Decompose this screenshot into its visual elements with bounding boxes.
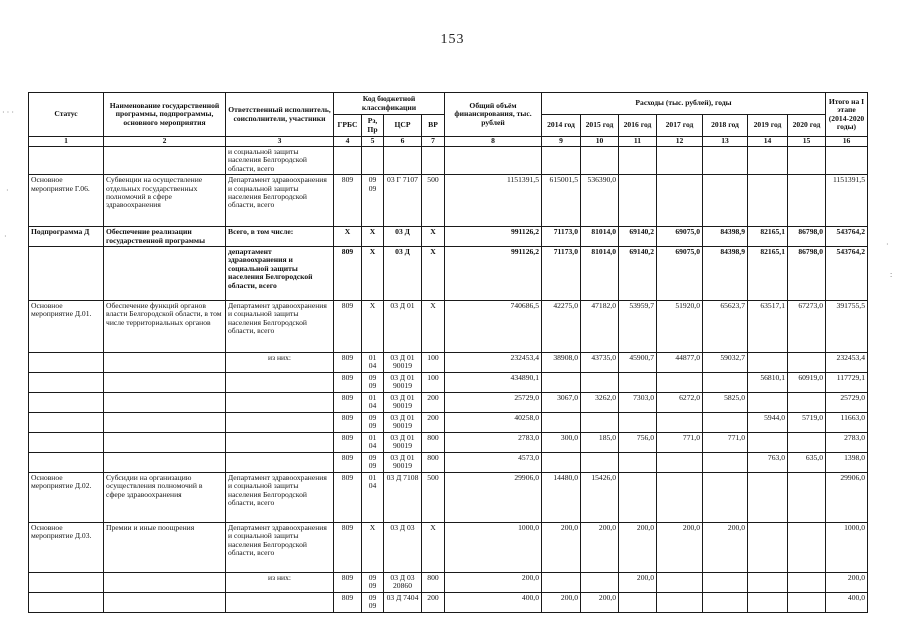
year-2019-cell (748, 473, 788, 523)
vr-cell: Х (422, 523, 445, 573)
year-2019-cell (748, 147, 788, 175)
year-2018-cell (703, 175, 748, 227)
header-expenses-group: Расходы (тыс. рублей), годы (542, 93, 826, 115)
total-financing-cell: 400,0 (445, 593, 542, 613)
csr-cell: 03 Д 03 20860 (384, 573, 422, 593)
executor-cell: Департамент здравоохранения и социальной защиты населения Белгородской области, всего (226, 175, 334, 227)
year-2017-cell: 6272,0 (657, 393, 703, 413)
year-2019-cell: 82165,1 (748, 227, 788, 247)
stage-total-cell: 232453,4 (826, 353, 868, 373)
year-2020-cell (788, 593, 826, 613)
column-number: 14 (748, 137, 788, 147)
name-cell (104, 453, 226, 473)
rzpr-cell: 01 04 (362, 433, 384, 453)
year-2016-cell (619, 453, 657, 473)
header-kbk-group: Код бюджетной классификации (334, 93, 445, 115)
header-year-2018: 2018 год (703, 115, 748, 137)
vr-cell: 800 (422, 573, 445, 593)
column-number: 9 (542, 137, 581, 147)
stage-total-cell: 1398,0 (826, 453, 868, 473)
table-row (29, 353, 868, 373)
header-grbs: ГРБС (334, 115, 362, 137)
executor-cell (226, 453, 334, 473)
year-2015-cell: 81014,0 (581, 227, 619, 247)
rzpr-cell: 09 09 (362, 413, 384, 433)
year-2016-cell (619, 593, 657, 613)
year-2016-cell: 69140,2 (619, 227, 657, 247)
year-2020-cell (788, 175, 826, 227)
vr-cell: 200 (422, 593, 445, 613)
year-2014-cell (542, 373, 581, 393)
year-2018-cell (703, 413, 748, 433)
name-cell (104, 373, 226, 393)
csr-cell: 03 Д 01 (384, 301, 422, 353)
year-2018-cell (703, 473, 748, 523)
csr-cell: 03 Д (384, 247, 422, 301)
year-2015-cell: 185,0 (581, 433, 619, 453)
year-2015-cell: 3262,0 (581, 393, 619, 413)
status-cell (29, 413, 104, 433)
name-cell: Премии и иные поощрения (104, 523, 226, 573)
column-number: 8 (445, 137, 542, 147)
csr-cell: 03 Д 01 90019 (384, 413, 422, 433)
executor-cell: департамент здравоохранения и социальной защиты населения Белгородской области, всего (226, 247, 334, 301)
executor-cell: и социальной защиты населения Белгородской области, всего (226, 147, 334, 175)
column-number: 7 (422, 137, 445, 147)
year-2018-cell (703, 453, 748, 473)
year-2019-cell: 82165,1 (748, 247, 788, 301)
stage-total-cell: 2783,0 (826, 433, 868, 453)
scan-noise: · (6, 186, 9, 195)
year-2020-cell (788, 523, 826, 573)
executor-cell (226, 393, 334, 413)
year-2014-cell: 42275,0 (542, 301, 581, 353)
year-2016-cell: 200,0 (619, 523, 657, 573)
rzpr-cell: 09 09 (362, 573, 384, 593)
total-financing-cell: 29906,0 (445, 473, 542, 523)
status-cell (29, 353, 104, 373)
year-2014-cell: 71173,0 (542, 227, 581, 247)
year-2019-cell (748, 573, 788, 593)
vr-cell: 800 (422, 453, 445, 473)
name-cell (104, 247, 226, 301)
year-2019-cell (748, 433, 788, 453)
year-2016-cell (619, 147, 657, 175)
year-2019-cell: 5944,0 (748, 413, 788, 433)
year-2017-cell (657, 147, 703, 175)
year-2014-cell: 200,0 (542, 593, 581, 613)
executor-cell: из них: (226, 573, 334, 593)
table-body (29, 147, 868, 613)
year-2018-cell: 59032,7 (703, 353, 748, 373)
year-2014-cell (542, 147, 581, 175)
csr-cell: 03 Г 7107 (384, 175, 422, 227)
rzpr-cell: Х (362, 227, 384, 247)
year-2015-cell: 200,0 (581, 593, 619, 613)
table-row (29, 373, 868, 393)
total-financing-cell (445, 147, 542, 175)
stage-total-cell: 543764,2 (826, 247, 868, 301)
year-2014-cell: 615001,5 (542, 175, 581, 227)
csr-cell: 03 Д 01 90019 (384, 453, 422, 473)
year-2020-cell: 86798,0 (788, 247, 826, 301)
status-cell: Основное мероприятие Г.06. (29, 175, 104, 227)
year-2019-cell: 56810,1 (748, 373, 788, 393)
header-total-financing: Общий объём финансирования, тыс. рублей (445, 93, 542, 137)
year-2014-cell: 300,0 (542, 433, 581, 453)
table-row (29, 413, 868, 433)
name-cell: Обеспечение функций органов власти Белгородской области, в том числе территориальных органов (104, 301, 226, 353)
year-2020-cell (788, 473, 826, 523)
year-2016-cell: 756,0 (619, 433, 657, 453)
year-2014-cell (542, 413, 581, 433)
year-2019-cell: 763,0 (748, 453, 788, 473)
name-cell (104, 433, 226, 453)
column-number: 13 (703, 137, 748, 147)
rzpr-cell: Х (362, 523, 384, 573)
header-status: Статус (29, 93, 104, 137)
csr-cell: 03 Д 7108 (384, 473, 422, 523)
year-2015-cell (581, 573, 619, 593)
rzpr-cell: 09 09 (362, 453, 384, 473)
year-2015-cell: 15426,0 (581, 473, 619, 523)
grbs-cell: 809 (334, 453, 362, 473)
year-2015-cell: 200,0 (581, 523, 619, 573)
year-2016-cell: 45900,7 (619, 353, 657, 373)
table-row (29, 523, 868, 573)
column-number: 10 (581, 137, 619, 147)
year-2017-cell: 69075,0 (657, 227, 703, 247)
vr-cell: 800 (422, 433, 445, 453)
stage-total-cell (826, 147, 868, 175)
executor-cell: Департамент здравоохранения и социальной защиты населения Белгородской области, всего (226, 301, 334, 353)
year-2019-cell (748, 353, 788, 373)
name-cell: Субвенции на осуществление отдельных государственных полномочий в сфере здравоохранения (104, 175, 226, 227)
year-2017-cell (657, 593, 703, 613)
status-cell (29, 247, 104, 301)
year-2017-cell: 44877,0 (657, 353, 703, 373)
year-2016-cell: 53959,7 (619, 301, 657, 353)
stage-total-cell: 29906,0 (826, 473, 868, 523)
table-row (29, 247, 868, 301)
executor-cell (226, 413, 334, 433)
table-row (29, 301, 868, 353)
column-number: 1 (29, 137, 104, 147)
header-year-2020: 2020 год (788, 115, 826, 137)
csr-cell: 03 Д 7404 (384, 593, 422, 613)
total-financing-cell: 25729,0 (445, 393, 542, 413)
year-2017-cell: 771,0 (657, 433, 703, 453)
year-2014-cell: 3067,0 (542, 393, 581, 413)
header-stage-total: Итого на I этапе (2014-2020 годы) (826, 93, 868, 137)
year-2020-cell (788, 353, 826, 373)
year-2014-cell (542, 453, 581, 473)
page-number: 153 (440, 32, 465, 47)
table-row (29, 147, 868, 175)
csr-cell: 03 Д 03 (384, 523, 422, 573)
year-2020-cell: 635,0 (788, 453, 826, 473)
rzpr-cell: Х (362, 247, 384, 301)
total-financing-cell: 200,0 (445, 573, 542, 593)
year-2017-cell (657, 573, 703, 593)
csr-cell: 03 Д (384, 227, 422, 247)
year-2018-cell: 771,0 (703, 433, 748, 453)
rzpr-cell: Х (362, 301, 384, 353)
grbs-cell: 809 (334, 301, 362, 353)
year-2015-cell (581, 453, 619, 473)
year-2015-cell (581, 147, 619, 175)
year-2019-cell (748, 175, 788, 227)
rzpr-cell: 01 04 (362, 353, 384, 373)
status-cell: Подпрограмма Д (29, 227, 104, 247)
year-2019-cell (748, 523, 788, 573)
budget-table (28, 92, 868, 613)
year-2019-cell: 63517,1 (748, 301, 788, 353)
column-number-row (29, 137, 868, 147)
year-2016-cell: 69140,2 (619, 247, 657, 301)
vr-cell: 100 (422, 373, 445, 393)
name-cell: Субсидии на организацию осуществления полномочий в сфере здравоохранения (104, 473, 226, 523)
year-2014-cell: 200,0 (542, 523, 581, 573)
year-2016-cell (619, 175, 657, 227)
header-year-2016: 2016 год (619, 115, 657, 137)
stage-total-cell: 543764,2 (826, 227, 868, 247)
year-2016-cell (619, 473, 657, 523)
vr-cell: 500 (422, 175, 445, 227)
executor-cell (226, 373, 334, 393)
grbs-cell: 809 (334, 175, 362, 227)
grbs-cell: 809 (334, 353, 362, 373)
column-number: 15 (788, 137, 826, 147)
scan-noise: · (886, 240, 889, 249)
column-number: 2 (104, 137, 226, 147)
status-cell (29, 573, 104, 593)
header-year-2017: 2017 год (657, 115, 703, 137)
year-2017-cell (657, 175, 703, 227)
year-2015-cell: 81014,0 (581, 247, 619, 301)
year-2020-cell (788, 393, 826, 413)
grbs-cell: 809 (334, 593, 362, 613)
table-row (29, 433, 868, 453)
header-year-2019: 2019 год (748, 115, 788, 137)
year-2018-cell (703, 373, 748, 393)
vr-cell: 500 (422, 473, 445, 523)
grbs-cell: 809 (334, 523, 362, 573)
year-2019-cell (748, 393, 788, 413)
vr-cell: Х (422, 301, 445, 353)
year-2017-cell: 200,0 (657, 523, 703, 573)
year-2016-cell (619, 373, 657, 393)
executor-cell: Департамент здравоохранения и социальной защиты населения Белгородской области, всего (226, 523, 334, 573)
year-2014-cell: 38908,0 (542, 353, 581, 373)
year-2018-cell (703, 147, 748, 175)
year-2019-cell (748, 593, 788, 613)
vr-cell: 200 (422, 393, 445, 413)
executor-cell: Департамент здравоохранения и социальной защиты населения Белгородской области, всего (226, 473, 334, 523)
stage-total-cell: 25729,0 (826, 393, 868, 413)
csr-cell: 03 Д 01 90019 (384, 433, 422, 453)
status-cell: Основное мероприятие Д.03. (29, 523, 104, 573)
year-2014-cell (542, 573, 581, 593)
grbs-cell: 809 (334, 433, 362, 453)
total-financing-cell: 2783,0 (445, 433, 542, 453)
total-financing-cell: 40258,0 (445, 413, 542, 433)
stage-total-cell: 1151391,5 (826, 175, 868, 227)
grbs-cell: 809 (334, 413, 362, 433)
grbs-cell (334, 147, 362, 175)
grbs-cell: 809 (334, 573, 362, 593)
year-2016-cell: 7303,0 (619, 393, 657, 413)
year-2015-cell: 536390,0 (581, 175, 619, 227)
column-number: 6 (384, 137, 422, 147)
year-2020-cell (788, 433, 826, 453)
year-2016-cell (619, 413, 657, 433)
column-number: 16 (826, 137, 868, 147)
csr-cell: 03 Д 01 90019 (384, 353, 422, 373)
stage-total-cell: 391755,5 (826, 301, 868, 353)
table-row (29, 227, 868, 247)
status-cell (29, 433, 104, 453)
rzpr-cell (362, 147, 384, 175)
status-cell (29, 593, 104, 613)
year-2017-cell (657, 453, 703, 473)
status-cell: Основное мероприятие Д.01. (29, 301, 104, 353)
name-cell (104, 353, 226, 373)
year-2018-cell: 84398,9 (703, 227, 748, 247)
scan-noise: · · · (2, 108, 14, 117)
stage-total-cell: 200,0 (826, 573, 868, 593)
stage-total-cell: 1000,0 (826, 523, 868, 573)
year-2017-cell (657, 473, 703, 523)
scan-noise: : (890, 270, 893, 279)
rzpr-cell: 01 04 (362, 473, 384, 523)
year-2018-cell: 65623,7 (703, 301, 748, 353)
name-cell (104, 573, 226, 593)
year-2014-cell: 14480,0 (542, 473, 581, 523)
grbs-cell: 809 (334, 473, 362, 523)
total-financing-cell: 1151391,5 (445, 175, 542, 227)
total-financing-cell: 991126,2 (445, 227, 542, 247)
year-2017-cell: 69075,0 (657, 247, 703, 301)
total-financing-cell: 740686,5 (445, 301, 542, 353)
header-executor: Ответственный исполнитель, соисполнители, участники (226, 93, 334, 137)
csr-cell: 03 Д 01 90019 (384, 373, 422, 393)
year-2017-cell: 51920,0 (657, 301, 703, 353)
rzpr-cell: 09 09 (362, 373, 384, 393)
year-2014-cell: 71173,0 (542, 247, 581, 301)
header-year-2014: 2014 год (542, 115, 581, 137)
grbs-cell: 809 (334, 393, 362, 413)
executor-cell: из них: (226, 353, 334, 373)
vr-cell: Х (422, 227, 445, 247)
column-number: 4 (334, 137, 362, 147)
year-2017-cell (657, 373, 703, 393)
stage-total-cell: 11663,0 (826, 413, 868, 433)
year-2018-cell (703, 593, 748, 613)
table-row (29, 593, 868, 613)
total-financing-cell: 232453,4 (445, 353, 542, 373)
stage-total-cell: 400,0 (826, 593, 868, 613)
column-number: 3 (226, 137, 334, 147)
year-2020-cell (788, 147, 826, 175)
stage-total-cell: 117729,1 (826, 373, 868, 393)
executor-cell (226, 593, 334, 613)
year-2018-cell: 200,0 (703, 523, 748, 573)
year-2016-cell: 200,0 (619, 573, 657, 593)
year-2020-cell (788, 573, 826, 593)
table-row (29, 573, 868, 593)
csr-cell: 03 Д 01 90019 (384, 393, 422, 413)
year-2020-cell: 67273,0 (788, 301, 826, 353)
year-2015-cell: 47182,0 (581, 301, 619, 353)
year-2018-cell: 84398,9 (703, 247, 748, 301)
vr-cell: 100 (422, 353, 445, 373)
year-2020-cell: 86798,0 (788, 227, 826, 247)
vr-cell: Х (422, 247, 445, 301)
year-2015-cell (581, 413, 619, 433)
year-2015-cell (581, 373, 619, 393)
grbs-cell: 809 (334, 247, 362, 301)
status-cell (29, 393, 104, 413)
table-row (29, 393, 868, 413)
grbs-cell: 809 (334, 373, 362, 393)
csr-cell (384, 147, 422, 175)
column-number: 12 (657, 137, 703, 147)
header-vr: ВР (422, 115, 445, 137)
name-cell (104, 593, 226, 613)
executor-cell: Всего, в том числе: (226, 227, 334, 247)
total-financing-cell: 991126,2 (445, 247, 542, 301)
header-csr: ЦСР (384, 115, 422, 137)
year-2020-cell: 60919,0 (788, 373, 826, 393)
name-cell (104, 147, 226, 175)
year-2015-cell: 43735,0 (581, 353, 619, 373)
header-rzpr: Рз, Пр (362, 115, 384, 137)
rzpr-cell: 01 04 (362, 393, 384, 413)
total-financing-cell: 434890,1 (445, 373, 542, 393)
year-2020-cell: 5719,0 (788, 413, 826, 433)
scan-noise: · (4, 232, 7, 241)
header-year-2015: 2015 год (581, 115, 619, 137)
vr-cell (422, 147, 445, 175)
status-cell (29, 453, 104, 473)
total-financing-cell: 4573,0 (445, 453, 542, 473)
year-2018-cell (703, 573, 748, 593)
rzpr-cell: 09 09 (362, 175, 384, 227)
year-2018-cell: 5825,0 (703, 393, 748, 413)
rzpr-cell: 09 09 (362, 593, 384, 613)
table-header (29, 93, 868, 147)
year-2017-cell (657, 413, 703, 433)
vr-cell: 200 (422, 413, 445, 433)
status-cell (29, 373, 104, 393)
status-cell: Основное мероприятие Д.02. (29, 473, 104, 523)
total-financing-cell: 1000,0 (445, 523, 542, 573)
status-cell (29, 147, 104, 175)
name-cell: Обеспечение реализации государственной программы (104, 227, 226, 247)
name-cell (104, 393, 226, 413)
table-row (29, 453, 868, 473)
column-number: 11 (619, 137, 657, 147)
table-row (29, 175, 868, 227)
header-name: Наименование государственной программы, подпрограммы, основного мероприятия (104, 93, 226, 137)
name-cell (104, 413, 226, 433)
column-number: 5 (362, 137, 384, 147)
executor-cell (226, 433, 334, 453)
table-row (29, 473, 868, 523)
grbs-cell: Х (334, 227, 362, 247)
